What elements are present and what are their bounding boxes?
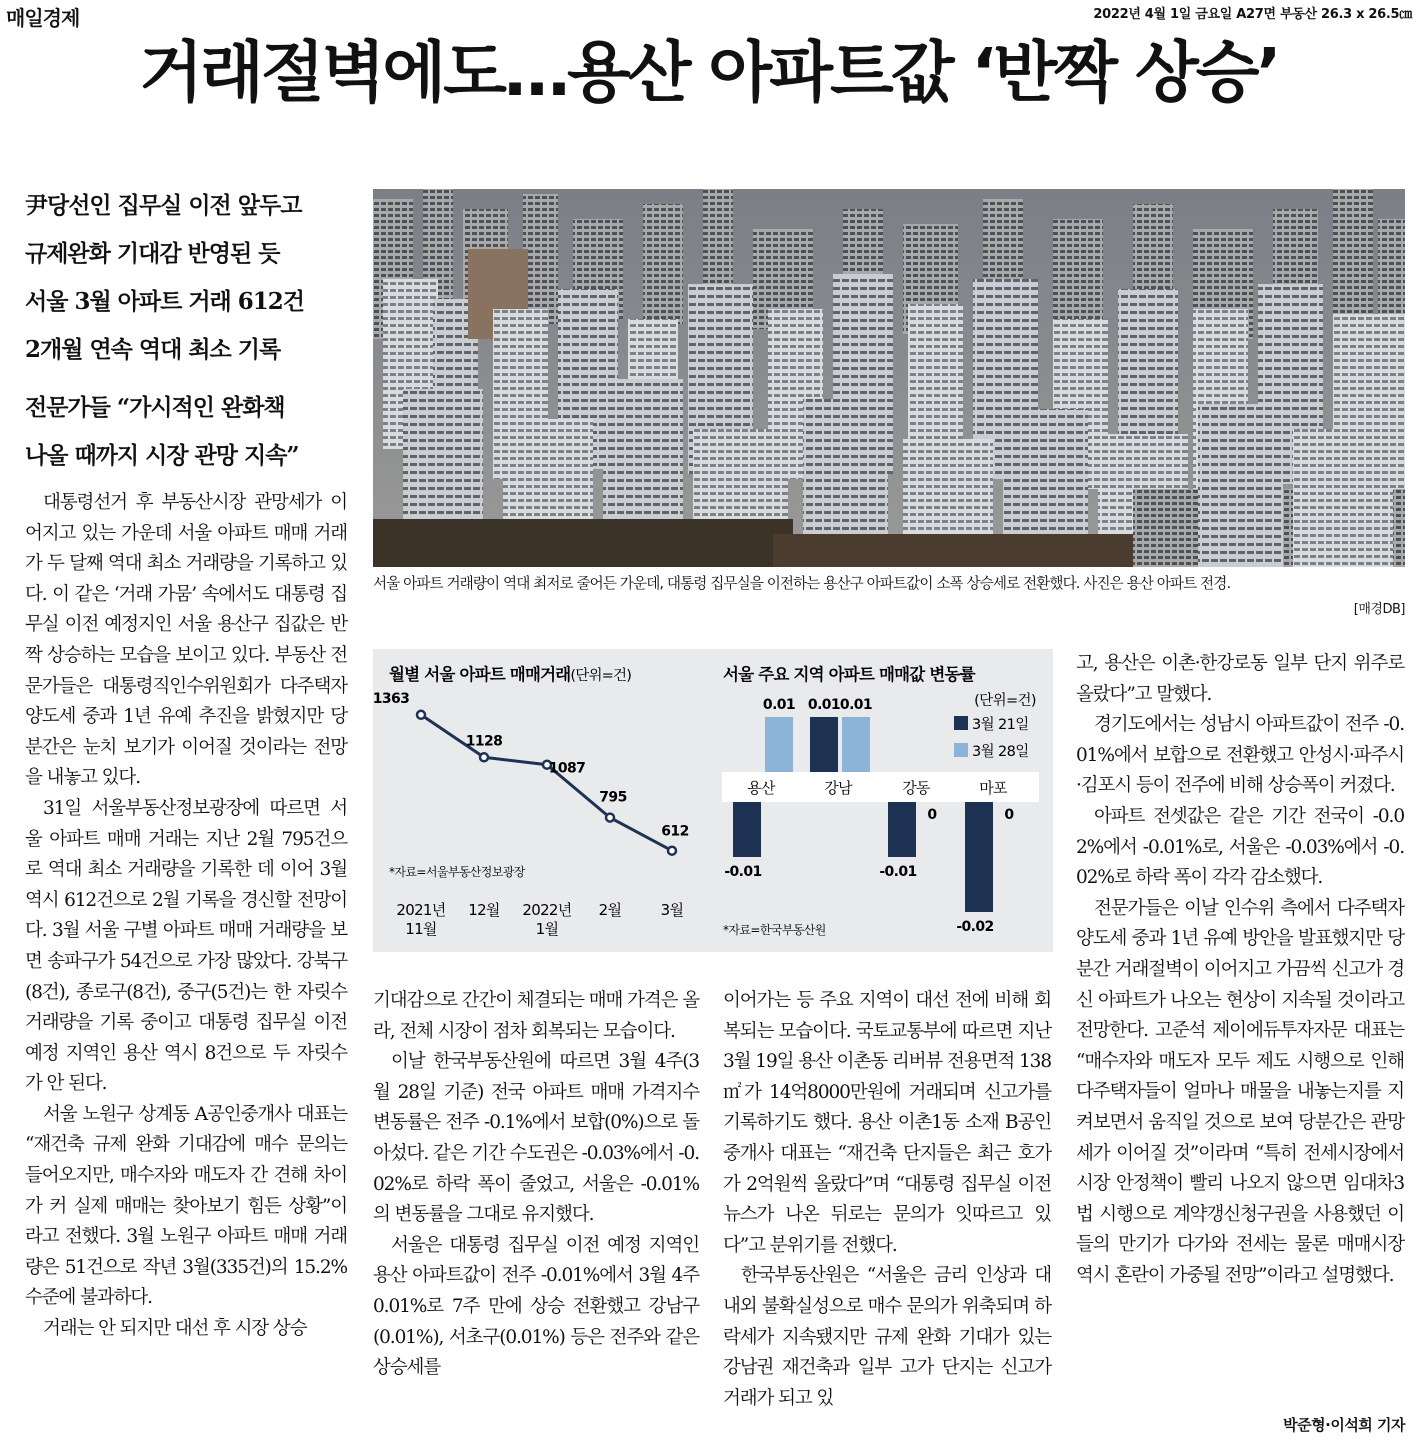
paragraph: 서울 노원구 상계동 A공인중개사 대표는 “재건축 규제 완화 기대감에 매수 문의는 들어오지만, 매수자와 매도자 간 견해 차이가 커 실제 매매는 찾아보기 힘든 상황”이라고 전했다. 3월 노원구 아파트 매매 거래량은 51건으로 작년 3월(335건)의 15.2% 수준에 불과하다. (25, 1103, 347, 1309)
data-point (606, 814, 614, 822)
paragraph: 이날 한국부동산원에 따르면 3월 4주(3월 28일 기준) 전국 아파트 매매 가격지수 변동률은 전주 -0.1%에서 보합(0%)으로 돌아섰다. 같은 기간 수도권은 -0.03%에서 -0.02%로 하락 폭이 줄었고, 서울은 -0.01%의 변동률을 그대로 유지했다. (373, 1051, 699, 1226)
x-tick-label: 12월 (468, 901, 500, 919)
category-label: 용산 (747, 779, 775, 797)
category-label: 강남 (824, 779, 852, 797)
data-label: 795 (599, 789, 627, 806)
data-point (417, 711, 425, 719)
bar-value-label: 0 (927, 807, 937, 823)
bar-value-label: 0 (1004, 807, 1014, 823)
bar (765, 717, 793, 772)
body-column-4 (1076, 649, 1404, 1291)
data-label: 612 (661, 823, 689, 840)
bar-chart-unit: (단위=건) (974, 693, 1036, 709)
headline: 거래절벽에도…용산 아파트값 ‘반짝 상승’ (139, 34, 1279, 111)
data-label: 1087 (548, 760, 586, 777)
legend-swatch-series-2 (954, 743, 968, 757)
masthead: 매일경제 (6, 6, 80, 30)
x-tick-label: 2021년 (396, 901, 446, 919)
paragraph: 기대감으로 간간이 체결되는 매매 가격은 올라, 전체 시장이 점차 회복되는 모습이다. (373, 990, 699, 1042)
line-chart (373, 691, 689, 938)
data-label: 1363 (373, 690, 410, 707)
paragraph: 이어가는 등 주요 지역이 대선 전에 비해 회복되는 모습이다. 국토교통부에 따르면 지난 3월 19일 용산 이촌동 리버뷰 전용면적 138㎡가 14억8000만원에 거래되며 신고가를 기록하기도 했다. 용산 이촌1동 소재 B공인중개사 대표는 “재건축 단지들은 최근 호가가 2억원씩 올랐다”며 “대통령 집무실 이전 뉴스가 나온 뒤로는 문의가 잇따르고 있다”고 분위기를 전했다. (723, 990, 1051, 1256)
paragraph: 전문가들은 이날 인수위 측에서 다주택자 양도세 중과 1년 유예 방안을 발표했지만 당분간 거래절벽이 이어지고 가끔씩 신고가 경신 아파트가 나오는 현상이 지속될 것이라고 전망한다. 고준석 제이에듀투자자문 대표는 “매수자와 매도자 모두 제도 시행으로 인해 다주택자들이 얼마나 매물을 내놓는지를 지켜보면서 움직일 것으로 보여 당분간은 관망세가 이어질 것”이라며 “특히 전세시장에서 시장 안정책이 빨리 나오지 않으면 임대차3법 시행으로 계약갱신청구권을 사용했던 이들의 만기가 다가와 전세는 물론 매매시장 역시 혼란이 가중될 전망”이라고 설명했다. (1076, 897, 1404, 1286)
paragraph: 거래는 안 되지만 대선 후 시장 상승 (43, 1318, 307, 1340)
apartment-photo (373, 189, 1405, 567)
subhead-line: 서울 3월 아파트 거래 612건 (25, 288, 305, 315)
paragraph: 경기도에서는 성남시 아파트값이 전주 -0.01%에서 보합으로 전환했고 안성시·파주시·김포시 등이 전주에 비해 상승폭이 커졌다. (1076, 714, 1404, 797)
paragraph: 아파트 전셋값은 같은 기간 전국이 -0.02%에서 -0.01%로, 서울은 -0.03%에서 -0.02%로 하락 폭이 각각 감소했다. (1076, 805, 1404, 889)
paragraph: 31일 서울부동산정보광장에 따르면 서울 아파트 매매 거래는 지난 2월 795건으로 역대 최소 거래량을 기록한 데 이어 3월 역시 612건으로 2월 기록을 경신할 전망이다. 3월 서울 구별 아파트 매매 거래량을 보면 송파구가 54건으로 가장 많았다. 강북구(8건), 종로구(8건), 중구(5건)는 한 자릿수 거래량을 기록 중이고 대통령 집무실 이전 예정 지역인 용산 역시 8건으로 두 자릿수가 안 된다. (25, 797, 347, 1095)
charts-svg (373, 649, 1053, 952)
bar-value-label: -0.01 (879, 864, 917, 880)
category-label: 강동 (902, 779, 930, 797)
subhead-line: 전문가들 “가시적인 완화책 (25, 394, 285, 421)
series-line (421, 715, 672, 851)
line-chart-source: *자료=서울부동산정보광장 (389, 865, 525, 879)
bar-chart-source: *자료=한국부동산원 (723, 923, 826, 937)
subhead-line: 규제완화 기대감 반영된 듯 (25, 240, 280, 267)
x-tick-label: 2월 (598, 901, 622, 919)
legend-label-series-1: 3월 21일 (972, 717, 1029, 733)
photo-credit: [매경DB] (1353, 602, 1405, 617)
body-column-2 (373, 986, 699, 1384)
bar-chart-title: 서울 주요 지역 아파트 매매값 변동률 (723, 665, 975, 684)
paragraph: 서울은 대통령 집무실 이전 예정 지역인 용산 아파트값이 전주 -0.01%에서 3월 4주 0.01%로 7주 만에 상승 전환했고 강남구(0.01%), 서초구(0.01%) 등은 전주와 같은 상승세를 (373, 1234, 699, 1379)
subhead-line: 2개월 연속 역대 최소 기록 (25, 336, 281, 363)
bar (810, 717, 838, 772)
legend-swatch-series-1 (954, 716, 968, 730)
data-point (480, 753, 488, 761)
bar-value-label: 0.01 (839, 697, 873, 713)
line-chart-title: 월별 서울 아파트 매매거래(단위=건) (389, 665, 632, 684)
bar-value-label: -0.01 (724, 864, 762, 880)
bar (842, 717, 870, 772)
body-column-3 (723, 986, 1051, 1414)
bar-value-label: -0.02 (956, 919, 994, 935)
bar (965, 802, 993, 912)
data-point (668, 847, 676, 855)
data-label: 1128 (465, 733, 503, 750)
bar-legend (954, 715, 1029, 760)
paragraph: 한국부동산원은 “서울은 금리 인상과 대내외 불확실성으로 매수 문의가 위축되며 하락세가 지속됐지만 규제 완화 기대가 있는 강남권 재건축과 일부 고가 단지는 신고가 거래가 되고 있 (723, 1265, 1051, 1409)
x-tick-label: 2022년 (522, 901, 572, 919)
paragraph: 대통령선거 후 부동산시장 관망세가 이어지고 있는 가운데 서울 아파트 매매 거래가 두 달째 역대 최소 거래량을 기록하고 있다. 이 같은 ‘거래 가뭄’ 속에서도 대통령 집무실 이전 예정지인 서울 용산구 집값은 반짝 상승하는 모습을 보이고 있다. 부동산 전문가들은 대통령직인수위원회가 다주택자 양도세 중과 1년 유예 추진을 밝혔지만 당분간은 눈치 보기가 이어질 것이라는 전망을 내놓고 있다. (25, 492, 347, 789)
paragraph: 고, 용산은 이촌·한강로동 일부 단지 위주로 올랐다”고 말했다. (1076, 653, 1404, 705)
bar-value-label: 0.01 (762, 697, 796, 713)
category-label: 마포 (979, 779, 1007, 797)
legend-label-series-2: 3월 28일 (972, 744, 1029, 760)
issue-info: 2022년 4월 1일 금요일 A27면 부동산 26.3 x 26.5㎝ (1093, 7, 1412, 22)
chart-panel (373, 649, 1053, 952)
apartment-skyline-illustration (373, 189, 1405, 567)
byline: 박준형·이석희 기자 (1283, 1416, 1405, 1434)
bar (888, 802, 916, 857)
x-tick-label-line2: 1월 (535, 920, 559, 938)
bar-value-label: 0.01 (807, 697, 841, 713)
subheads (25, 182, 355, 480)
x-tick-label: 3월 (660, 901, 684, 919)
subhead-line: 나올 때까지 시장 관망 지속” (25, 442, 299, 469)
subhead-line: 尹당선인 집무실 이전 앞두고 (25, 192, 302, 219)
body-column-1 (25, 488, 347, 1345)
x-tick-label-line2: 11월 (405, 920, 437, 938)
bar (733, 802, 761, 857)
photo-caption: 서울 아파트 거래량이 역대 최저로 줄어든 가운데, 대통령 집무실을 이전하는 용산구 아파트값이 소폭 상승세로 전환했다. 사진은 용산 아파트 전경. (373, 575, 1231, 592)
